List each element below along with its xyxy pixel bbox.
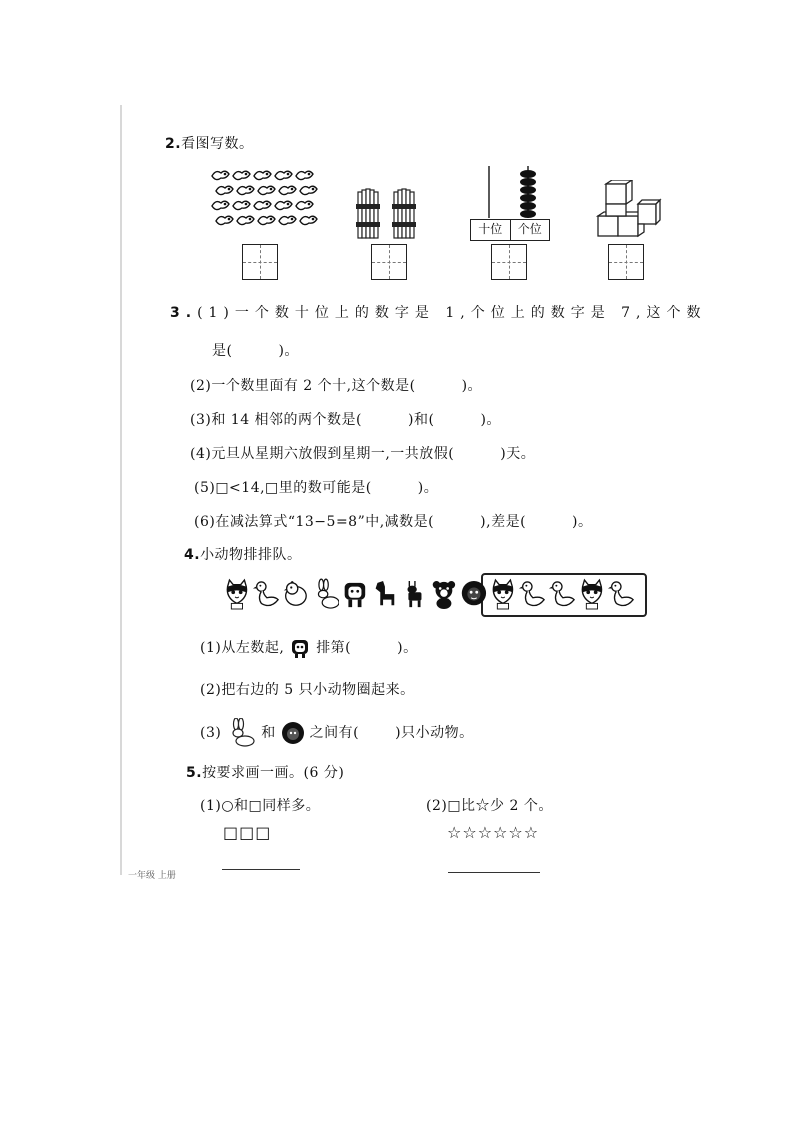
small-animal-icon bbox=[233, 201, 250, 209]
ones-place-label: 个位 bbox=[510, 220, 550, 240]
dog-icon bbox=[289, 637, 311, 659]
cube-icons bbox=[598, 180, 660, 236]
small-animal-icon bbox=[216, 216, 233, 224]
abacus-place-labels bbox=[470, 219, 550, 241]
q3-item1-line2: 是( )。 bbox=[212, 343, 299, 359]
small-animal-icon bbox=[300, 186, 317, 194]
q5-sub2-stars: ☆☆☆☆☆☆ bbox=[447, 823, 540, 842]
write-box-4[interactable] bbox=[608, 244, 644, 280]
q3-item3: (3)和 14 相邻的两个数是( )和( )。 bbox=[190, 412, 501, 428]
rabbit-icon bbox=[226, 718, 256, 748]
lion-icon bbox=[459, 578, 487, 612]
chick-icon bbox=[281, 578, 309, 612]
q4-number: 4. bbox=[184, 547, 201, 563]
duck-icon bbox=[252, 578, 280, 612]
small-animal-icon bbox=[275, 171, 292, 179]
small-animal-eye bbox=[308, 173, 311, 176]
cat-icon bbox=[577, 578, 605, 612]
duck-icon bbox=[518, 578, 546, 612]
small-animal-eye bbox=[312, 188, 315, 191]
cubes-figure bbox=[596, 180, 662, 240]
q5-sub2-draw-line[interactable] bbox=[448, 872, 540, 873]
stick-bundle-icon bbox=[356, 189, 380, 238]
animal-cluster-figure bbox=[210, 168, 320, 232]
q5-title: 按要求画一画。(6 分) bbox=[202, 765, 345, 781]
small-animal-icon bbox=[279, 186, 296, 194]
q4-sub3: (3) 和 之间有( )只小动物。 bbox=[200, 718, 474, 748]
small-animal-icon bbox=[296, 201, 313, 209]
small-animal-icon bbox=[279, 216, 296, 224]
dog-icon bbox=[340, 578, 368, 612]
abacus-figure bbox=[470, 166, 560, 220]
q5-number: 5. bbox=[186, 765, 203, 781]
small-animal-icon bbox=[254, 171, 271, 179]
animal-cluster-icons bbox=[212, 171, 317, 224]
duck-icon bbox=[548, 578, 576, 612]
small-animal-eye bbox=[228, 218, 231, 221]
q5-sub1-squares: □□□ bbox=[223, 823, 272, 842]
write-box-2[interactable] bbox=[371, 244, 407, 280]
small-animal-icon bbox=[216, 186, 233, 194]
lion-icon bbox=[281, 721, 305, 745]
bear-icon bbox=[429, 578, 457, 612]
q4-sub1: (1)从左数起, 排第( )。 bbox=[200, 637, 418, 659]
q5-sub1-draw-line[interactable] bbox=[222, 869, 300, 870]
small-animal-icon bbox=[258, 216, 275, 224]
small-animal-icon bbox=[254, 201, 271, 209]
small-animal-icon bbox=[233, 171, 250, 179]
small-animal-eye bbox=[266, 203, 269, 206]
small-animal-eye bbox=[266, 173, 269, 176]
small-animal-icon bbox=[296, 171, 313, 179]
small-animal-eye bbox=[291, 218, 294, 221]
q3-item6: (6)在减法算式“13−5=8”中,减数是( ),差是( )。 bbox=[194, 514, 593, 530]
cat-icon bbox=[222, 578, 250, 612]
q5-heading bbox=[186, 762, 344, 782]
write-box-1[interactable] bbox=[242, 244, 278, 280]
stick-bundles-figure bbox=[352, 186, 422, 244]
small-animal-eye bbox=[249, 188, 252, 191]
small-animal-eye bbox=[287, 203, 290, 206]
q3-number: 3. bbox=[170, 305, 198, 321]
binding-margin-line bbox=[120, 105, 122, 875]
q2-number: 2. bbox=[165, 136, 182, 152]
small-animal-icon bbox=[275, 201, 292, 209]
small-animal-eye bbox=[228, 188, 231, 191]
small-animal-eye bbox=[245, 173, 248, 176]
q3-item5: (5)□<14,□里的数可能是( )。 bbox=[194, 480, 439, 496]
q2-title: 看图写数。 bbox=[181, 136, 254, 152]
small-animal-eye bbox=[270, 218, 273, 221]
cat-icon bbox=[488, 578, 516, 612]
small-animal-eye bbox=[287, 173, 290, 176]
write-box-3[interactable] bbox=[491, 244, 527, 280]
q3-item4: (4)元旦从星期六放假到星期一,一共放假( )天。 bbox=[190, 446, 536, 462]
q4-title: 小动物排排队。 bbox=[200, 547, 302, 563]
duck-icon bbox=[607, 578, 635, 612]
q3-item1-line1 bbox=[170, 302, 707, 322]
small-animal-eye bbox=[224, 173, 227, 176]
q5-sub1: (1)○和□同样多。 bbox=[200, 798, 321, 814]
small-animal-eye bbox=[270, 188, 273, 191]
q2-heading bbox=[165, 133, 254, 153]
small-animal-eye bbox=[291, 188, 294, 191]
small-animal-icon bbox=[212, 171, 229, 179]
small-animal-eye bbox=[312, 218, 315, 221]
abacus-beads bbox=[520, 170, 536, 218]
rabbit-icon bbox=[311, 578, 339, 612]
q3-item1-text: (1)一个数十位上的数字是 1,个位上的数字是 7,这个数 bbox=[197, 305, 707, 321]
small-animal-icon bbox=[258, 186, 275, 194]
stick-bundle-icon bbox=[392, 189, 416, 238]
small-animal-icon bbox=[237, 216, 254, 224]
small-animal-eye bbox=[224, 203, 227, 206]
small-animal-icon bbox=[237, 186, 254, 194]
small-animal-eye bbox=[249, 218, 252, 221]
small-animal-icon bbox=[300, 216, 317, 224]
q4-sub2: (2)把右边的 5 只小动物圈起来。 bbox=[200, 682, 415, 698]
tens-place-label: 十位 bbox=[478, 222, 503, 236]
small-animal-eye bbox=[245, 203, 248, 206]
small-animal-eye bbox=[308, 203, 311, 206]
deer-icon bbox=[400, 578, 428, 612]
footer-mark: 一年级 上册 bbox=[128, 871, 176, 881]
q3-item2: (2)一个数里面有 2 个十,这个数是( )。 bbox=[190, 378, 483, 394]
q4-heading bbox=[184, 544, 302, 564]
small-animal-icon bbox=[212, 201, 229, 209]
horse-icon bbox=[370, 578, 398, 612]
q5-sub2: (2)□比☆少 2 个。 bbox=[426, 798, 553, 814]
